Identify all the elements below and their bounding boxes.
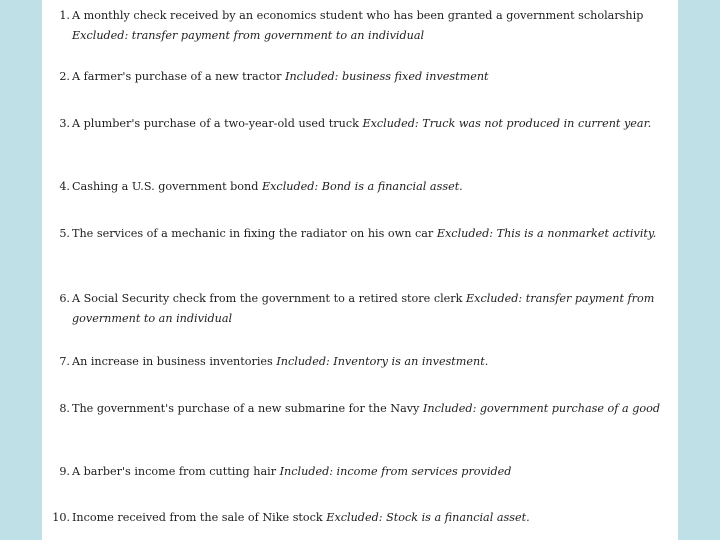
- item-question: An increase in business inventories: [72, 355, 273, 368]
- document-page: [42, 0, 678, 540]
- item-question: The services of a mechanic in fixing the radiator on his own car: [72, 227, 434, 240]
- list-item: [52, 114, 672, 134]
- item-answer: Excluded: transfer payment from government to an individual: [72, 29, 425, 42]
- item-answer: Included: government purchase of a good: [422, 402, 660, 415]
- item-question: A Social Security check from the government to a retired store clerk: [72, 292, 463, 305]
- item-answer: Excluded: Truck was not produced in current year.: [362, 117, 652, 130]
- item-question: Cashing a U.S. government bond: [72, 180, 259, 193]
- item-number: 5.: [59, 227, 70, 240]
- item-answer: Included: income from services provided: [279, 465, 512, 478]
- item-answer: Excluded: Stock is a financial asset.: [326, 511, 530, 524]
- item-question: A plumber's purchase of a two-year-old used truck: [72, 117, 359, 130]
- item-number: 3.: [59, 117, 70, 130]
- list-item: [52, 462, 672, 482]
- item-answer: Excluded: Bond is a financial asset.: [261, 180, 463, 193]
- list-item: [52, 177, 672, 197]
- item-number: 7.: [59, 355, 70, 368]
- item-number: 4.: [59, 180, 70, 193]
- list-item: [52, 67, 672, 87]
- item-number: 1.: [59, 9, 70, 22]
- list-item: [52, 352, 672, 372]
- item-number: 2.: [59, 70, 70, 83]
- list-item: [52, 289, 672, 329]
- item-number: 8.: [59, 402, 70, 415]
- item-answer: Excluded: transfer payment from government to an individual: [72, 292, 655, 325]
- list-item: [52, 224, 672, 244]
- item-answer: Included: business fixed investment: [285, 70, 489, 83]
- item-answer: Excluded: This is a nonmarket activity.: [436, 227, 657, 240]
- item-question: A farmer's purchase of a new tractor: [72, 70, 282, 83]
- item-question: A barber's income from cutting hair: [72, 465, 277, 478]
- item-answer: Included: Inventory is an investment.: [276, 355, 489, 368]
- list-item: [52, 399, 672, 419]
- item-number: 9.: [59, 465, 70, 478]
- list-item: [52, 508, 672, 528]
- item-question: The government's purchase of a new submarine for the Navy: [72, 402, 420, 415]
- item-number: 6.: [59, 292, 70, 305]
- list-item: [52, 6, 672, 46]
- item-question: Income received from the sale of Nike stock: [72, 511, 323, 524]
- item-number: 10.: [52, 511, 70, 524]
- item-question: A monthly check received by an economics student who has been granted a government scholarship: [72, 9, 644, 22]
